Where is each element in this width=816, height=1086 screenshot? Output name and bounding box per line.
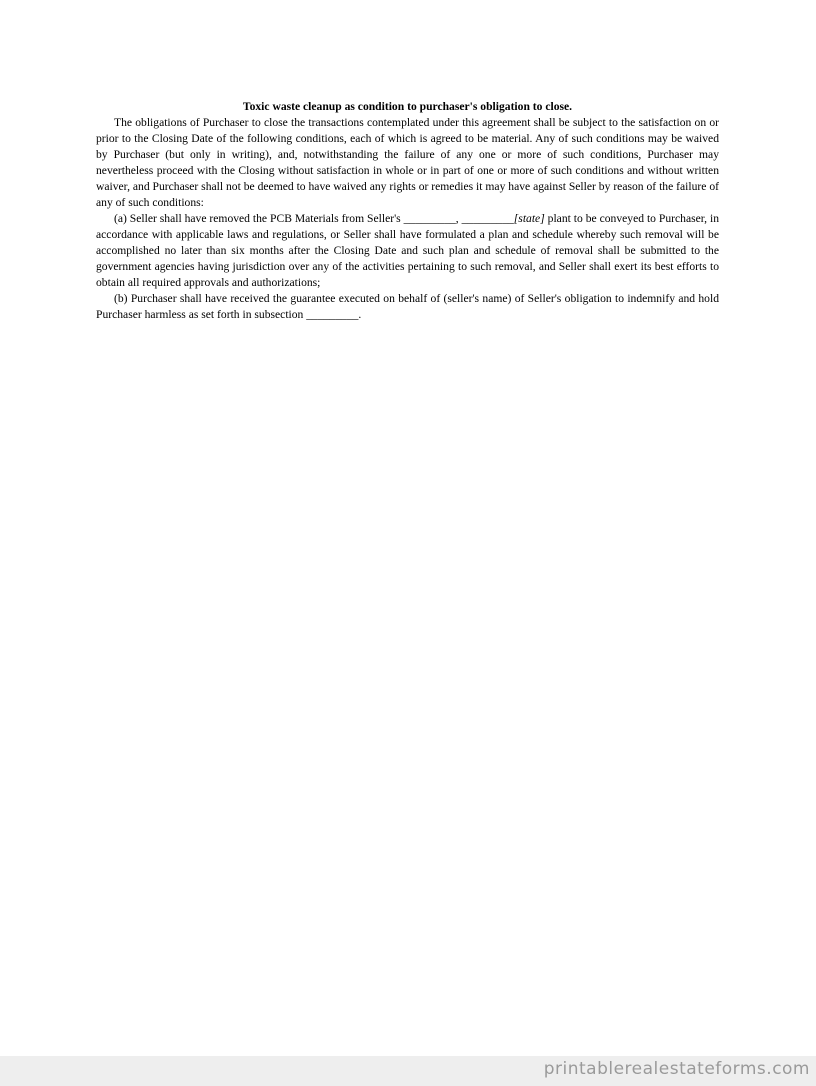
footer-watermark: printablerealestateforms.com xyxy=(543,1059,810,1079)
condition-a-paragraph xyxy=(96,211,719,291)
obligations-paragraph: The obligations of Purchaser to close the transactions contemplated under this agreement shall be subject to the satisfaction on or prior to the Closing Date of the following conditions, each of which is agreed to be material. Any of such conditions may be waived by Purchaser (but only in writing), and, notwithstanding the failure of any one or more of such conditions, Purchaser may nevertheless proceed with the Closing without satisfaction in whole or in part of one or more of such conditions and without written waiver, and Purchaser shall not be deemed to have waived any rights or remedies it may have against Seller by reason of the failure of any of such conditions: xyxy=(96,116,719,209)
state-placeholder: [state] xyxy=(513,212,545,225)
footer-band xyxy=(0,1056,816,1086)
document-title: Toxic waste cleanup as condition to purchaser's obligation to close. xyxy=(242,100,573,113)
document-body xyxy=(96,99,719,323)
condition-a-text-rest: plant to be conveyed to Purchaser, in accordance with applicable laws and regulations, or Seller shall have formulated a plan and schedule whereby such removal will be accomplished no later than six months after the Closing Date and such plan and schedule of removal shall be submitted to the government agencies having jurisdiction over any of the activities pertaining to such removal, and Seller shall exert its best efforts to obtain all required approvals and authorizations; xyxy=(96,212,719,289)
condition-a-text: (a) Seller shall have removed the PCB Materials from Seller's _________, _________ xyxy=(114,212,514,225)
condition-b-paragraph: (b) Purchaser shall have received the guarantee executed on behalf of (seller's name) of Seller's obligation to indemnify and hold Purchaser harmless as set forth in subsection _________. xyxy=(96,292,719,321)
